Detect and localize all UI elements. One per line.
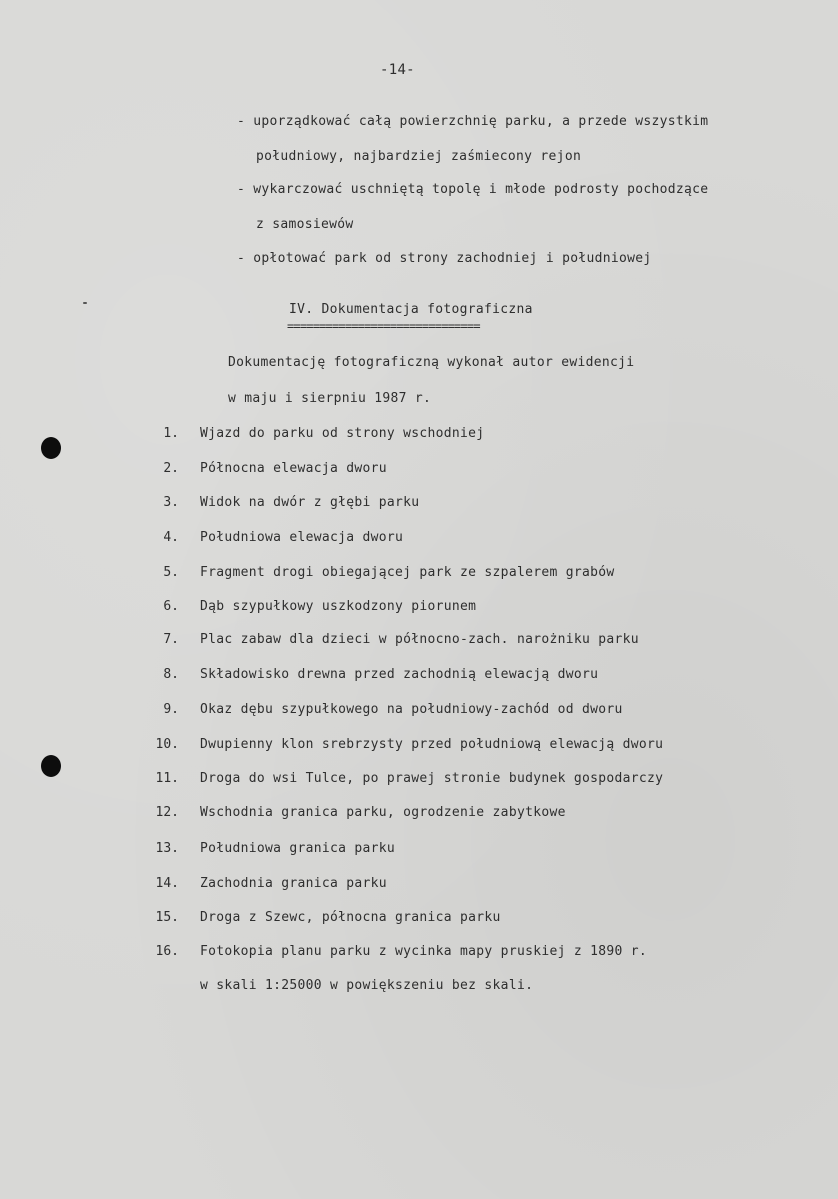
bullet-continuation: z samosiewów (256, 217, 354, 232)
item-number: 15. (155, 910, 179, 925)
item-number: 6. (163, 599, 179, 614)
item-text: Wjazd do parku od strony wschodniej (200, 426, 485, 441)
bullet-line: - uporządkować całą powierzchnię parku, a przede wszystkim (237, 114, 709, 129)
intro-line: w maju i sierpniu 1987 r. (228, 391, 432, 406)
item-text: Dąb szypułkowy uszkodzony piorunem (200, 599, 477, 614)
item-text: Południowa elewacja dworu (200, 530, 404, 545)
item-number: 3. (163, 495, 179, 510)
page-number: -14- (380, 62, 415, 78)
item-text: Okaz dębu szypułkowego na południowy-zachód od dworu (200, 702, 623, 717)
item-number: 1. (163, 426, 179, 441)
punch-hole-top (41, 437, 61, 459)
item-number: 13. (155, 841, 179, 856)
item-text: Plac zabaw dla dzieci w północno-zach. narożniku parku (200, 632, 639, 647)
item-number: 5. (163, 565, 179, 580)
item-text: Południowa granica parku (200, 841, 396, 856)
item-number: 9. (163, 702, 179, 717)
heading-underline: ============================== (287, 319, 480, 333)
bullet-line: - wykarczować uschniętą topolę i młode podrosty pochodzące (237, 182, 709, 197)
item-text: Składowisko drewna przed zachodnią elewacją dworu (200, 667, 599, 682)
item-text: Droga z Szewc, północna granica parku (200, 910, 501, 925)
item-number: 12. (155, 805, 179, 820)
intro-line: Dokumentację fotograficzną wykonał autor ewidencji (228, 355, 635, 370)
item-number: 16. (155, 944, 179, 959)
punch-hole-bottom (41, 755, 61, 777)
item-number: 14. (155, 876, 179, 891)
bullet-continuation: południowy, najbardziej zaśmiecony rejon (256, 149, 582, 164)
item-text: Wschodnia granica parku, ogrodzenie zabytkowe (200, 805, 566, 820)
item-text: Fragment drogi obiegającej park ze szpalerem grabów (200, 565, 615, 580)
item-number: 7. (163, 632, 179, 647)
bullet-line: - opłotować park od strony zachodniej i południowej (237, 251, 652, 266)
item-text: Widok na dwór z głębi parku (200, 495, 420, 510)
item-number: 4. (163, 530, 179, 545)
item-text-continuation: w skali 1:25000 w powiększeniu bez skali. (200, 978, 534, 993)
item-text: Zachodnia granica parku (200, 876, 387, 891)
section-heading: IV. Dokumentacja fotograficzna (289, 302, 533, 317)
item-number: 11. (155, 771, 179, 786)
item-number: 8. (163, 667, 179, 682)
item-text: Droga do wsi Tulce, po prawej stronie budynek gospodarczy (200, 771, 664, 786)
item-text: Północna elewacja dworu (200, 461, 387, 476)
item-text: Fotokopia planu parku z wycinka mapy pruskiej z 1890 r. (200, 944, 647, 959)
item-number: 2. (163, 461, 179, 476)
item-number: 10. (155, 737, 179, 752)
item-text: Dwupienny klon srebrzysty przed południową elewacją dworu (200, 737, 664, 752)
paper-speck (83, 302, 87, 304)
